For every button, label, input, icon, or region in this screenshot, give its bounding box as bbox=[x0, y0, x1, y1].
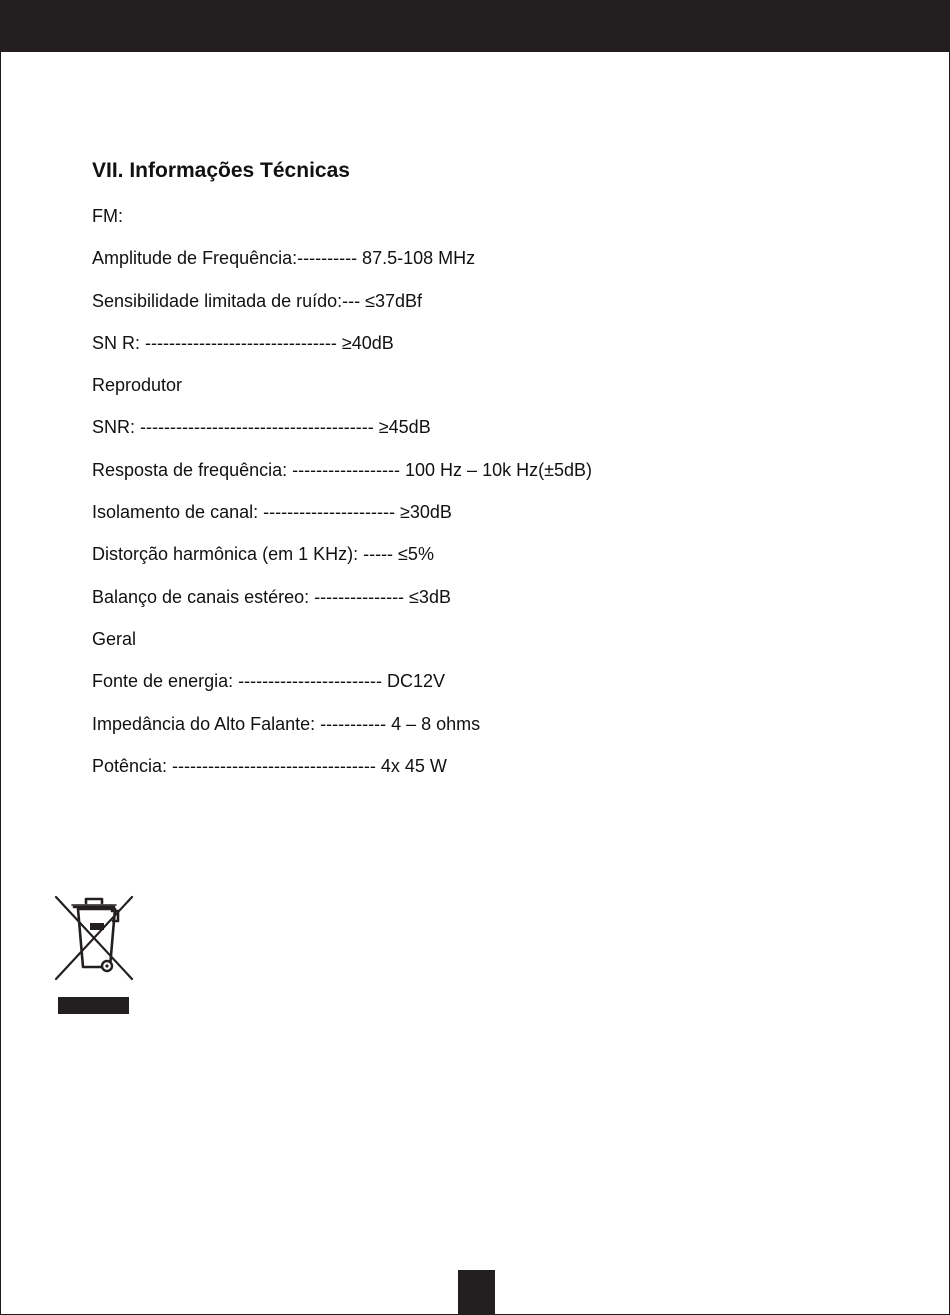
page-number-tab bbox=[458, 1270, 495, 1315]
spec-line: FM: bbox=[92, 206, 123, 226]
header-bar bbox=[0, 0, 950, 52]
spec-line: Amplitude de Frequência:---------- 87.5-108 MHz bbox=[92, 248, 476, 269]
spec-line: Geral bbox=[92, 628, 137, 649]
spec-line: SNR: --------------------------------------- ≥45dB bbox=[92, 417, 431, 438]
spec-line: Fonte de energia: ------------------------ DC12V bbox=[92, 671, 445, 692]
spec-line: Impedância do Alto Falante: ----------- 4 – 8 ohms bbox=[92, 713, 481, 734]
spec-line: Resposta de frequência: ------------------ 100 Hz – 10k Hz(±5dB) bbox=[92, 459, 592, 480]
spec-line: Isolamento de canal: ---------------------- ≥30dB bbox=[92, 502, 452, 523]
section-title: VII. Informações Técnicas bbox=[92, 159, 350, 182]
spec-line: Distorção harmônica (em 1 KHz): ----- ≤5% bbox=[92, 544, 434, 565]
crossed-out-wheelie-bin-icon bbox=[52, 893, 136, 981]
spec-line: Potência: ---------------------------------- 4x 45 W bbox=[92, 755, 447, 776]
spec-line: Balanço de canais estéreo: --------------- ≤3dB bbox=[92, 586, 451, 607]
technical-specs-list bbox=[92, 204, 592, 796]
spec-line: Sensibilidade limitada de ruído:--- ≤37dBf bbox=[92, 290, 423, 311]
spec-line: Reprodutor bbox=[92, 375, 183, 396]
spec-line: SN R: -------------------------------- ≥40dB bbox=[92, 332, 394, 353]
weee-underline-bar bbox=[58, 997, 129, 1014]
